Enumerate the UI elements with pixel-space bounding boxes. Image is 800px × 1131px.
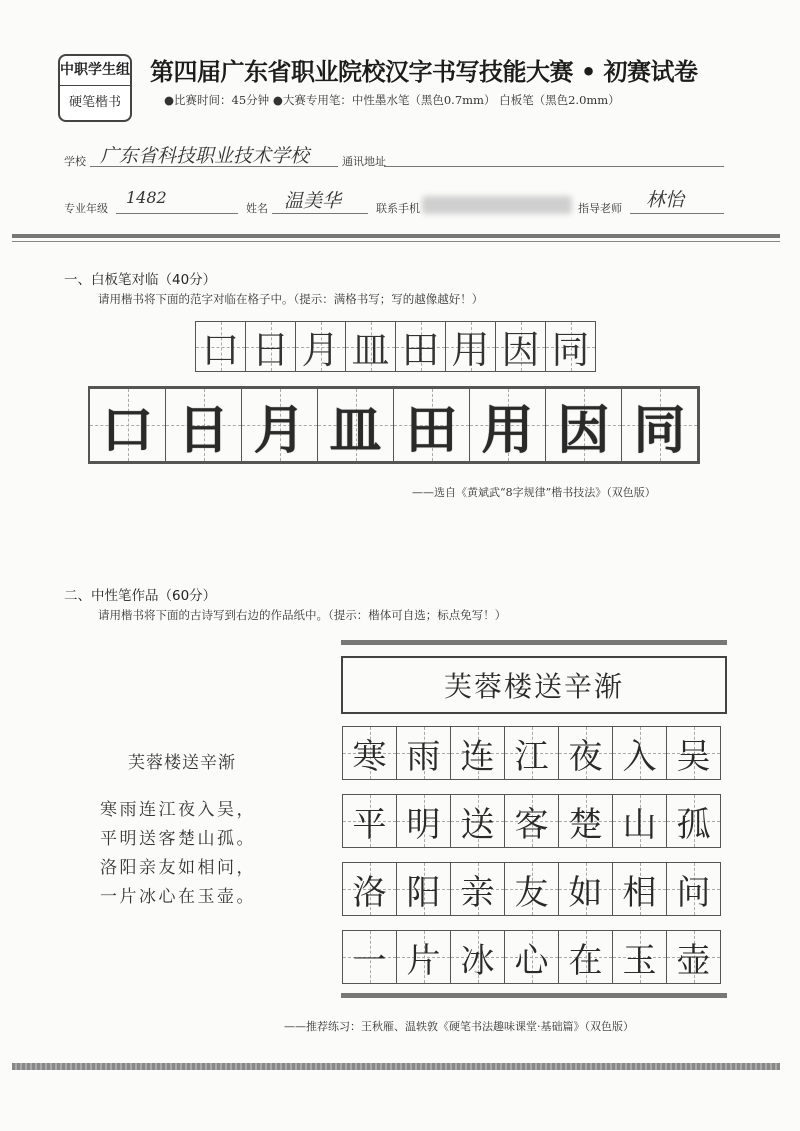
contact-label: 联系手机 <box>376 202 420 215</box>
page-title: 第四届广东省职业院校汉字书写技能大赛 • 初赛试卷 <box>150 58 698 86</box>
written-char: 片 <box>406 940 441 981</box>
model-char: 皿 <box>329 400 382 461</box>
written-cell[interactable] <box>396 930 451 984</box>
written-cell[interactable] <box>666 794 721 848</box>
written-char: 问 <box>676 872 711 913</box>
written-cell[interactable] <box>504 930 559 984</box>
written-char: 玉 <box>622 940 657 981</box>
major-value: 1482 <box>126 188 167 207</box>
practice-grid <box>196 321 596 372</box>
written-char: 阳 <box>406 872 441 913</box>
paper-top-bar <box>341 640 727 645</box>
model-grid <box>88 386 700 464</box>
written-cell[interactable] <box>558 726 613 780</box>
group-badge <box>58 54 132 122</box>
written-cell[interactable] <box>342 794 397 848</box>
section1-source: ——选自《黄斌武“8字规律”楷书技法》（双色版） <box>412 486 656 499</box>
badge-top-text: 中职学生组 <box>60 56 130 86</box>
practice-char: 田 <box>401 328 440 372</box>
written-cell[interactable] <box>558 930 613 984</box>
model-cell <box>621 388 698 462</box>
school-label: 学校 <box>64 155 86 168</box>
practice-char: 用 <box>451 328 490 372</box>
written-cell[interactable] <box>450 726 505 780</box>
written-cell[interactable] <box>558 862 613 916</box>
written-cell[interactable] <box>504 794 559 848</box>
written-cell[interactable] <box>558 794 613 848</box>
section1-hint: 请用楷书将下面的范字对临在格子中。（提示：满格书写；写的越像越好！） <box>98 292 484 306</box>
written-char: 入 <box>622 736 657 777</box>
footer-divider <box>12 1063 780 1070</box>
section2-hint: 请用楷书将下面的古诗写到右边的作品纸中。（提示：楷体可自选；标点免写！） <box>98 608 507 622</box>
model-cell <box>393 388 470 462</box>
written-char: 夜 <box>568 736 603 777</box>
written-char: 明 <box>406 804 441 845</box>
written-char: 冰 <box>460 940 495 981</box>
written-cell[interactable] <box>612 726 667 780</box>
model-cell <box>241 388 318 462</box>
practice-cell[interactable] <box>195 321 246 372</box>
model-cell <box>89 388 166 462</box>
school-value: 广东省科技职业技术学校 <box>100 145 310 167</box>
written-cell[interactable] <box>504 726 559 780</box>
practice-cell[interactable] <box>295 321 346 372</box>
written-cell[interactable] <box>612 930 667 984</box>
written-char: 楚 <box>568 804 603 845</box>
section2-title: 二、中性笔作品（60分） <box>64 588 217 604</box>
practice-char: 月 <box>301 328 340 372</box>
written-row-2 <box>343 794 721 848</box>
model-cell <box>545 388 622 462</box>
major-label: 专业年级 <box>64 202 108 215</box>
written-char: 寒 <box>352 736 387 777</box>
written-cell[interactable] <box>396 726 451 780</box>
practice-cell[interactable] <box>395 321 446 372</box>
written-row-3 <box>343 862 721 916</box>
written-char: 吴 <box>676 736 711 777</box>
paper-bottom-bar <box>341 993 727 998</box>
model-char: 口 <box>101 400 154 461</box>
written-cell[interactable] <box>342 930 397 984</box>
page-subtitle: ●比赛时间：45分钟 ●大赛专用笔：中性墨水笔（黑色0.7mm） 白板笔（黑色2.0mm） <box>164 93 620 107</box>
model-char: 日 <box>177 400 230 461</box>
practice-char: 口 <box>201 328 240 372</box>
teacher-label: 指导老师 <box>578 202 622 215</box>
model-char: 用 <box>481 400 534 461</box>
written-cell[interactable] <box>666 726 721 780</box>
badge-bottom-text: 硬笔楷书 <box>68 95 121 110</box>
practice-cell[interactable] <box>245 321 296 372</box>
model-char: 田 <box>405 400 458 461</box>
written-cell[interactable] <box>450 794 505 848</box>
written-cell[interactable] <box>396 862 451 916</box>
written-char: 连 <box>460 736 495 777</box>
section2-source: ——推荐练习：王秋雁、温轶敦《硬笔书法趣味课堂·基础篇》（双色版） <box>284 1020 634 1033</box>
written-char: 友 <box>514 872 549 913</box>
poem-line: 洛阳亲友如相问， <box>100 858 256 878</box>
written-cell[interactable] <box>342 862 397 916</box>
practice-cell[interactable] <box>545 321 596 372</box>
written-char: 一 <box>352 940 387 981</box>
name-line[interactable] <box>272 213 368 214</box>
written-cell[interactable] <box>666 862 721 916</box>
written-char: 雨 <box>406 736 441 777</box>
written-char: 孤 <box>676 804 711 845</box>
teacher-line[interactable] <box>630 213 724 214</box>
model-char: 月 <box>253 400 306 461</box>
model-cell <box>317 388 394 462</box>
practice-cell[interactable] <box>495 321 546 372</box>
written-char: 亲 <box>460 872 495 913</box>
poem-line: 一片冰心在玉壶。 <box>100 887 256 907</box>
poem-title: 芙蓉楼送辛渐 <box>128 753 236 773</box>
written-char: 如 <box>568 872 603 913</box>
written-row-1 <box>343 726 721 780</box>
teacher-value: 林怡 <box>646 189 685 211</box>
written-char: 相 <box>622 872 657 913</box>
written-char: 山 <box>622 804 657 845</box>
written-title-box[interactable] <box>341 656 727 714</box>
address-line[interactable] <box>384 166 724 167</box>
contact-redacted <box>422 196 572 214</box>
written-cell[interactable] <box>666 930 721 984</box>
written-cell[interactable] <box>612 794 667 848</box>
written-char: 洛 <box>352 872 387 913</box>
model-char: 因 <box>557 400 610 461</box>
poem-line: 寒雨连江夜入吴， <box>100 800 256 820</box>
written-char: 心 <box>514 940 549 981</box>
written-cell[interactable] <box>396 794 451 848</box>
written-char: 客 <box>514 804 549 845</box>
model-char: 同 <box>633 400 686 461</box>
header-divider-thin <box>12 241 780 242</box>
written-row-4 <box>343 930 721 984</box>
written-char: 江 <box>514 736 549 777</box>
practice-char: 因 <box>501 328 540 372</box>
written-char: 送 <box>460 804 495 845</box>
written-char: 壶 <box>676 940 711 981</box>
model-cell <box>165 388 242 462</box>
written-char: 在 <box>568 940 603 981</box>
written-cell[interactable] <box>612 862 667 916</box>
written-char: 平 <box>352 804 387 845</box>
name-label: 姓名 <box>246 202 268 215</box>
written-title: 芙蓉楼送辛渐 <box>443 670 624 703</box>
header-divider <box>12 234 780 238</box>
written-cell[interactable] <box>342 726 397 780</box>
written-cell[interactable] <box>450 862 505 916</box>
name-value: 温美华 <box>284 190 342 212</box>
major-line[interactable] <box>116 213 238 214</box>
practice-cell[interactable] <box>345 321 396 372</box>
practice-cell[interactable] <box>445 321 496 372</box>
practice-char: 同 <box>551 328 590 372</box>
section1-title: 一、白板笔对临（40分） <box>64 272 217 288</box>
address-label: 通讯地址 <box>342 155 386 168</box>
practice-char: 日 <box>251 328 290 372</box>
poem-line: 平明送客楚山孤。 <box>100 829 256 849</box>
model-cell <box>469 388 546 462</box>
practice-char: 皿 <box>351 328 390 372</box>
written-cell[interactable] <box>504 862 559 916</box>
written-cell[interactable] <box>450 930 505 984</box>
